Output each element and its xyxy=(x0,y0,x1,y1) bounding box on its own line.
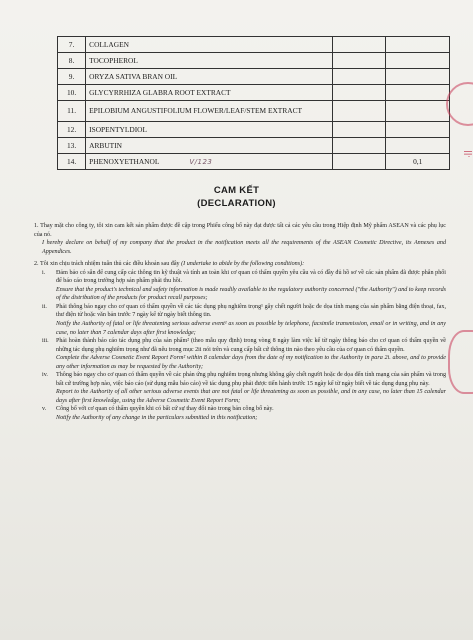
paragraph-2-vi: 2. Tôi xin chịu trách nhiệm tuân thủ các điều khoản sau đây xyxy=(34,261,180,268)
row-number: 7. xyxy=(58,37,86,53)
concentration-value: 0,1 xyxy=(386,154,450,170)
item-text-vi: Thông báo ngay cho cơ quan có thẩm quyền về các phản ứng phụ nghiêm trọng nhưng không gây chết người hoặc đe dọa đến tính mạng của sản phẩm và trong bất cứ trường hợp nào, việc báo cáo (sử dụng mẫu báo cáo) về tác dụng phụ phải được tiến hành trước 15 ngày kể từ ngày biết về tác dụng dụng phụ này. xyxy=(56,372,446,387)
condition-item xyxy=(34,269,446,286)
condition-item xyxy=(34,303,446,320)
table-row xyxy=(58,37,450,53)
handwritten-note: V/123 xyxy=(189,157,213,166)
condition-item xyxy=(34,337,446,354)
ingredient-table xyxy=(57,36,450,170)
ingredient-name: ARBUTIN xyxy=(86,138,333,154)
edge-marks xyxy=(459,150,473,210)
paragraph-2 xyxy=(34,260,446,269)
item-marker: v. xyxy=(42,406,47,413)
paragraph-1-en: I hereby declare on behalf of my company that the product in the notification meets all the requirements of the ASEAN Cosmetic Directive, its Annexes and Appendices. xyxy=(42,240,446,255)
edge-glyph-icon: ||· xyxy=(464,150,473,158)
concentration-value xyxy=(386,101,450,122)
table-row xyxy=(58,122,450,138)
ingredient-name: ISOPENTYLDIOL xyxy=(86,122,333,138)
concentration-value xyxy=(386,85,450,101)
table-row xyxy=(58,154,450,170)
concentration-value xyxy=(386,138,450,154)
paragraph-1-vi: 1. Thay mặt cho công ty, tôi xin cam kết sản phẩm được đề cập trong Phiếu công bố này đạt được tất cả các yêu cầu trong Hiệp định Mỹ phẩm ASEAN và các phụ lục của nó. xyxy=(34,223,446,238)
empty-cell xyxy=(332,53,386,69)
concentration-value xyxy=(386,69,450,85)
row-number: 12. xyxy=(58,122,86,138)
concentration-value xyxy=(386,122,450,138)
item-marker: ii. xyxy=(42,303,47,310)
table-row xyxy=(58,101,450,122)
concentration-value xyxy=(386,37,450,53)
item-text-en: Notify the Authority of any change in the particulars submitted in this notification; xyxy=(56,415,258,422)
condition-item xyxy=(34,371,446,388)
ingredient-name: GLYCYRRHIZA GLABRA ROOT EXTRACT xyxy=(86,85,333,101)
seal-stamp-top xyxy=(446,82,473,126)
empty-cell xyxy=(332,122,386,138)
table-row xyxy=(58,85,450,101)
item-text-vi: Phải hoàn thành báo cáo tác dụng phụ của sản phẩm² (theo mẫu quy định) trong vòng 8 ngày làm việc kể từ ngày thông báo cho cơ quan có thẩm quyền về những tác dụng phụ nghiêm trọng như đã nêu trong mục 2ii nói trên và cung cấp bất cứ thông tin nào theo yêu cầu của cơ quan có thẩm quyền. xyxy=(56,338,446,353)
ingredient-name: COLLAGEN xyxy=(86,37,333,53)
ingredient-name: ORYZA SATIVA BRAN OIL xyxy=(86,69,333,85)
ingredient-name: PHENOXYETHANOL V/123 xyxy=(86,154,333,170)
declaration-body xyxy=(34,222,446,423)
concentration-value xyxy=(386,53,450,69)
empty-cell xyxy=(332,85,386,101)
condition-item xyxy=(34,405,446,414)
item-marker: iii. xyxy=(42,338,49,345)
seal-stamp-bottom xyxy=(448,330,473,394)
table-row xyxy=(58,138,450,154)
ingredient-name: EPILOBIUM ANGUSTIFOLIUM FLOWER/LEAF/STEM EXTRACT xyxy=(86,101,333,122)
item-marker: iv. xyxy=(42,372,48,379)
ingredient-name: TOCOPHEROL xyxy=(86,53,333,69)
row-number: 10. xyxy=(58,85,86,101)
item-text-vi: Đảm bảo có sẵn để cung cấp các thông tin kỹ thuật và tính an toàn khi cơ quan có thẩm quyền yêu cầu và có đầy đủ hồ sơ về các sản phẩm đã được phân phối để báo cáo trong trường hợp sản phẩm phải thu hồi. xyxy=(56,269,446,285)
item-text-en: Notify the Authority of fatal or life threatening serious adverse event¹ as soon as possible by telephone, facsimile transmission, email or in writing, and in any case, no later than 7 calendar days after first knowledge; xyxy=(56,321,446,336)
empty-cell xyxy=(332,154,386,170)
declaration-title: CAM KẾT xyxy=(213,185,260,196)
paragraph-2-en: (I undertake to abide by the following conditions): xyxy=(181,261,305,268)
row-number: 11. xyxy=(58,101,86,122)
empty-cell xyxy=(332,138,386,154)
item-text-vi: Phải thông báo ngay cho cơ quan có thẩm quyền về các tác dụng phụ nghiêm trọng¹ gây chết người hoặc đe dọa tính mạng của sản phẩm bằng điện thoại, fax, thư điện tử hoặc văn bản trước 7 ngày kể từ ngày biết thông tin. xyxy=(56,303,446,319)
row-number: 14. xyxy=(58,154,86,170)
row-number: 13. xyxy=(58,138,86,154)
item-text-en: Complete the Adverse Cosmetic Event Report Form² within 8 calendar days from the date of my notification to the Authority in para 2i. above, and to provide any other information as may be requested by the Authority; xyxy=(56,355,446,370)
item-marker: i. xyxy=(42,269,46,276)
row-number: 9. xyxy=(58,69,86,85)
empty-cell xyxy=(332,69,386,85)
table-row xyxy=(58,69,450,85)
row-number: 8. xyxy=(58,53,86,69)
empty-cell xyxy=(332,101,386,122)
item-text-en: Ensure that the product's technical and safety information is made readily available to the regulatory authority concerned ("the Authority") and to keep records of the distribution of the products for product recall purposes; xyxy=(56,286,446,302)
item-text-vi: Công bố với cơ quan có thẩm quyền khi có bất cứ sự thay đổi nào trong bản công bố này. xyxy=(56,406,274,413)
declaration-subtitle: (DECLARATION) xyxy=(197,198,276,209)
item-text-en: Report to the Authority of all other serious adverse events that are not fatal or life threatening as soon as possible, and in any case, no later than 15 calendar days after first knowledge, using the Adverse Cosmetic Event Report Form; xyxy=(56,389,446,404)
empty-cell xyxy=(332,37,386,53)
table-row xyxy=(58,53,450,69)
